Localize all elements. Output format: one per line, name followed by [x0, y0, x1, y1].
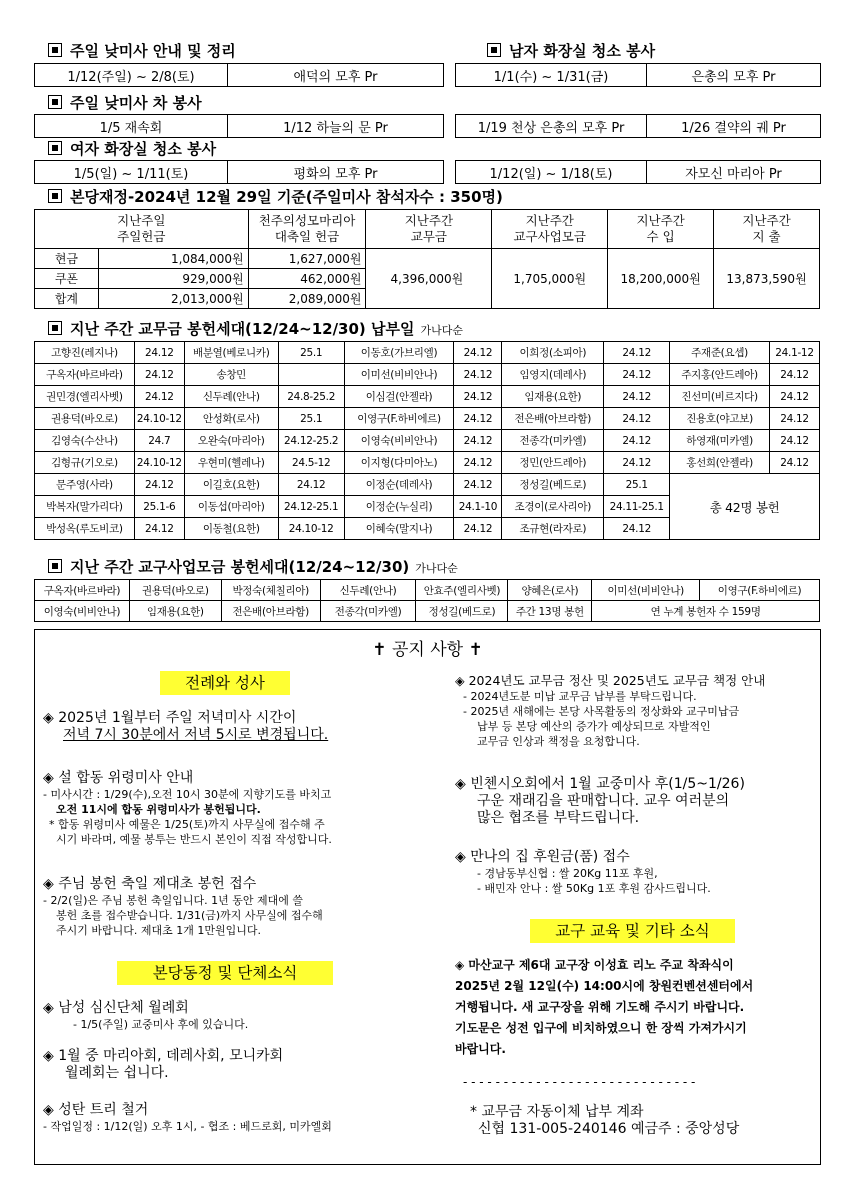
- donor-period: 24.10-12: [134, 452, 184, 474]
- square-bullet-icon: [48, 141, 62, 155]
- notice-line: 신협 131-005-240146 예금주 : 중앙성당: [478, 1121, 740, 1137]
- finance-header: 지난주간 교무금: [366, 210, 492, 249]
- donor-period: [278, 364, 344, 386]
- donor-period: 24.12: [604, 386, 670, 408]
- donor-period: 24.12: [454, 342, 502, 364]
- donor-period: 25.1: [278, 408, 344, 430]
- notice-line: 월례회는 쉽니다.: [65, 1065, 169, 1081]
- donor-name: 송창민: [184, 364, 278, 386]
- notice-item-monthly-meetings: [43, 1048, 443, 1082]
- table-row: [35, 580, 820, 601]
- donor-name: 주지홍(안드레아): [670, 364, 770, 386]
- donor-name: 박성옥(루도비코): [35, 518, 135, 540]
- donor-name: 전은배(아브라함): [502, 408, 604, 430]
- womens-group: 자모신 마리아 Pr: [685, 166, 782, 182]
- notice-item-tree: [43, 1102, 443, 1134]
- heading-parish-news: 본당동정 및 단체소식: [117, 961, 333, 985]
- donor-period: 24.12: [454, 386, 502, 408]
- diocese-donor: 안효주(엘리사벳): [416, 580, 508, 601]
- donor-period: 24.12: [769, 386, 819, 408]
- mens-group: 은총의 모후 Pr: [691, 69, 776, 85]
- notice-line: - 2025년 새해에는 본당 사목활동의 정상화와 교구미납금: [463, 705, 740, 718]
- finance-header: 천주의성모마리아 대축일 헌금: [248, 210, 366, 249]
- donor-name: 전종각(미카엘): [502, 430, 604, 452]
- table-row: [35, 386, 820, 408]
- donor-period: 24.12: [278, 474, 344, 496]
- notice-line: 바랍니다.: [455, 1042, 506, 1056]
- finance-header: 지난주간 지 출: [714, 210, 820, 249]
- donor-period: 24.12: [769, 408, 819, 430]
- divider: - - - - - - - - - - - - - - - - - - - - - - - - - - - - -: [463, 1075, 696, 1089]
- notice-line: 많은 협조를 부탁드립니다.: [477, 810, 640, 826]
- donor-period: 24.11-25.1: [604, 496, 670, 518]
- section-donors: [48, 318, 463, 339]
- donor-name: 이동철(요한): [184, 518, 278, 540]
- donor-name: 조경이(로사리아): [502, 496, 604, 518]
- donors-total: 총 42명 봉헌: [670, 474, 820, 540]
- notice-line: ◈ 마산교구 제6대 교구장 이성효 리노 주교 착좌식이: [455, 958, 734, 972]
- finance-row-label: 쿠폰: [35, 269, 99, 289]
- diocese-donor: 이영구(F.하비에르): [700, 580, 820, 601]
- diocese-table: [34, 579, 820, 622]
- donor-name: 이영구(F.하비에르): [344, 408, 454, 430]
- heading-liturgy: 전례와 성사: [160, 671, 290, 695]
- womens-group: 평화의 모후 Pr: [293, 166, 378, 182]
- donor-name: 이지형(다미아노): [344, 452, 454, 474]
- finance-income: 18,200,000원: [608, 249, 714, 309]
- diocese-donor: 정성길(베드로): [416, 601, 508, 622]
- donor-period: 24.1-10: [454, 496, 502, 518]
- finance-sunday: 1,084,000원: [98, 249, 248, 269]
- diocese-donor: 임재용(요한): [129, 601, 221, 622]
- diocese-donor: 이미선(비비안나): [592, 580, 700, 601]
- donor-period: 24.12-25.2: [278, 430, 344, 452]
- notice-box: [34, 629, 821, 1165]
- donor-period: 24.12: [454, 452, 502, 474]
- sort-note: 가나다순: [415, 562, 458, 575]
- diocese-donor: 신두례(안나): [320, 580, 416, 601]
- donor-period: 24.12: [604, 364, 670, 386]
- donor-period: 24.12: [604, 452, 670, 474]
- notice-line: 시기 바라며, 예물 봉투는 반드시 본인이 직접 작성합니다.: [56, 833, 332, 846]
- section-title: 본당재정-2024년 12월 29일 기준(주일미사 참석자수 : 350명): [70, 188, 503, 206]
- section-title: 남자 화장실 청소 봉사: [509, 42, 656, 60]
- sort-note: 가나다순: [420, 324, 463, 337]
- donor-name: 문주영(사라): [35, 474, 135, 496]
- mens-row: [455, 63, 821, 87]
- donor-name: 신두례(안나): [184, 386, 278, 408]
- square-bullet-icon: [48, 95, 62, 109]
- section-noon-mass-tea: [48, 92, 202, 113]
- guide-period: 1/12(주일) ~ 2/8(토): [35, 64, 228, 86]
- table-row: [35, 249, 820, 269]
- diocese-donor: 양혜은(로사): [508, 580, 592, 601]
- diocese-cumulative-total: 연 누계 봉헌자 수 159명: [592, 601, 820, 622]
- donor-period: 24.12: [769, 364, 819, 386]
- notice-line: 저녁 7시 30분에서 저녁 5시로 변경됩니다.: [63, 727, 329, 743]
- donor-period: 24.12: [454, 408, 502, 430]
- finance-feast: 2,089,000원: [248, 289, 366, 309]
- donor-period: 24.7: [134, 430, 184, 452]
- square-bullet-icon: [48, 43, 62, 57]
- finance-sunday: 929,000원: [98, 269, 248, 289]
- donor-name: 임영지(데레사): [502, 364, 604, 386]
- donor-period: 24.12-25.1: [278, 496, 344, 518]
- guide-group: 애덕의 모후 Pr: [293, 69, 378, 85]
- notice-line: - 배민자 안나 : 쌀 50Kg 1포 후원 감사드립니다.: [477, 882, 711, 895]
- donor-name: 구옥자(바르바라): [35, 364, 135, 386]
- donor-name: 권민경(엘리사벳): [35, 386, 135, 408]
- notice-item-dues: [455, 672, 819, 749]
- womens-row-2: [455, 160, 821, 184]
- donor-period: 24.12: [454, 430, 502, 452]
- square-bullet-icon: [487, 43, 501, 57]
- finance-header: 지난주간 수 입: [608, 210, 714, 249]
- notice-line: ◈ 2025년 1월부터 주일 저녁미사 시간이: [43, 710, 297, 726]
- notice-line: - 경남동부신협 : 쌀 20Kg 11포 후원,: [477, 867, 658, 880]
- donor-period: 25.1-6: [134, 496, 184, 518]
- notice-item-evening-mass: [43, 710, 443, 744]
- section-noon-mass-guide: [48, 40, 236, 61]
- donor-name: 이혜숙(말지나): [344, 518, 454, 540]
- tea-group: 1/26 결약의 궤 Pr: [681, 120, 786, 136]
- notice-line: ◈ 남성 심신단체 월례회: [43, 1000, 189, 1016]
- donors-table: [34, 341, 820, 540]
- donor-name: 하영재(미카엘): [670, 430, 770, 452]
- donor-period: 24.12: [454, 518, 502, 540]
- donor-period: 24.5-12: [278, 452, 344, 474]
- notice-item-bank: [470, 1104, 815, 1138]
- donor-period: 24.1-12: [769, 342, 819, 364]
- notice-line: 오전 11시에 합동 위령미사가 봉헌됩니다.: [56, 803, 261, 816]
- finance-table: [34, 209, 820, 309]
- diocese-donor: 전은배(아브라함): [221, 601, 320, 622]
- notice-line: * 합동 위령미사 예물은 1/25(토)까지 사무실에 접수해 주: [49, 818, 325, 831]
- donor-period: 24.12: [134, 342, 184, 364]
- notice-line: ◈ 설 합동 위령미사 안내: [43, 770, 194, 786]
- notice-item-mens-group: [43, 1000, 443, 1032]
- diocese-donor: 박정숙(체칠리아): [221, 580, 320, 601]
- finance-header: 지난주일 주일헌금: [35, 210, 249, 249]
- donor-period: 24.12: [604, 342, 670, 364]
- donor-period: 24.12: [604, 518, 670, 540]
- donor-period: 24.12: [604, 430, 670, 452]
- donor-period: 24.12: [454, 474, 502, 496]
- square-bullet-icon: [48, 321, 62, 335]
- donor-period: 24.12: [134, 518, 184, 540]
- section-title: 지난 주간 교무금 봉헌세대(12/24~12/30) 납부일: [70, 320, 415, 338]
- finance-sunday: 2,013,000원: [98, 289, 248, 309]
- donor-period: 25.1: [278, 342, 344, 364]
- notice-line: 교무금 인상과 책정을 요청합니다.: [477, 735, 640, 748]
- donor-period: 24.12: [769, 452, 819, 474]
- donor-period: 24.12: [134, 364, 184, 386]
- section-title: 여자 화장실 청소 봉사: [70, 140, 217, 158]
- donor-name: 김영숙(수산나): [35, 430, 135, 452]
- donor-name: 고향진(레지나): [35, 342, 135, 364]
- notice-line: 봉헌 초를 접수받습니다. 1/31(금)까지 사무실에 접수해: [56, 909, 323, 922]
- notice-item-manna: [455, 849, 819, 896]
- donor-name: 정민(안드레아): [502, 452, 604, 474]
- notice-line: 기도문은 성전 입구에 비치하였으니 한 장씩 가져가시기: [455, 1021, 747, 1035]
- donor-period: 24.12: [604, 408, 670, 430]
- notice-item-memorial-mass: [43, 770, 443, 847]
- finance-dues: 4,396,000원: [366, 249, 492, 309]
- tea-date: 1/19 천상 은총의 모후 Pr: [456, 115, 647, 137]
- tea-date: 1/5 재속회: [35, 115, 228, 137]
- donor-name: 박복자(말가리다): [35, 496, 135, 518]
- donor-name: 이희정(소피아): [502, 342, 604, 364]
- donor-name: 이동섭(마리아): [184, 496, 278, 518]
- notice-line: 납부 등 본당 예산의 증가가 예상되므로 자발적인: [477, 720, 711, 733]
- finance-expense: 13,873,590원: [714, 249, 820, 309]
- donor-name: 임재용(요한): [502, 386, 604, 408]
- notice-line: - 2/2(일)은 주님 봉헌 축일입니다. 1년 동안 제대에 쓸: [43, 894, 303, 907]
- diocese-donor: 이영숙(비비안나): [35, 601, 130, 622]
- table-row: [35, 430, 820, 452]
- finance-row-label: 합계: [35, 289, 99, 309]
- section-title: 주일 낮미사 차 봉사: [70, 94, 202, 112]
- guide-row: [34, 63, 444, 87]
- tea-group: 1/12 하늘의 문 Pr: [283, 120, 388, 136]
- tea-row-2: [455, 114, 821, 138]
- finance-feast: 462,000원: [248, 269, 366, 289]
- table-row: [35, 601, 820, 622]
- finance-row-label: 현금: [35, 249, 99, 269]
- donor-name: 조규현(라자로): [502, 518, 604, 540]
- notice-item-candles: [43, 876, 443, 938]
- tea-row-1: [34, 114, 444, 138]
- diocese-donor: 전종각(미카엘): [320, 601, 416, 622]
- finance-feast: 1,627,000원: [248, 249, 366, 269]
- notice-line: ◈ 성탄 트리 철거: [43, 1102, 149, 1118]
- donor-name: 이동호(가브리엘): [344, 342, 454, 364]
- donor-name: 이정순(누실리): [344, 496, 454, 518]
- donor-name: 이정순(데레사): [344, 474, 454, 496]
- square-bullet-icon: [48, 559, 62, 573]
- section-title: 지난 주간 교구사업모금 봉헌세대(12/24~12/30): [70, 558, 410, 576]
- finance-diocese: 1,705,000원: [492, 249, 608, 309]
- donor-name: 오완숙(마리아): [184, 430, 278, 452]
- section-mens-restroom: [487, 40, 655, 61]
- donor-name: 배분열(베로니카): [184, 342, 278, 364]
- notice-line: - 2024년도분 미납 교무금 납부를 부탁드립니다.: [463, 690, 697, 703]
- notice-line: ◈ 주님 봉헌 축일 제대초 봉헌 접수: [43, 876, 257, 892]
- diocese-donor: 구옥자(바르바라): [35, 580, 130, 601]
- donor-name: 이심걸(안젤라): [344, 386, 454, 408]
- diocese-donor: 권용덕(바오로): [129, 580, 221, 601]
- donor-name: 이길호(요한): [184, 474, 278, 496]
- notice-line: 주시기 바랍니다. 제대초 1개 1만원입니다.: [56, 924, 261, 937]
- table-row: [35, 474, 820, 496]
- womens-row-1: [34, 160, 444, 184]
- heading-diocese-news: 교구 교육 및 기타 소식: [530, 919, 735, 943]
- donor-name: 김형규(기오로): [35, 452, 135, 474]
- notice-line: - 1/5(주일) 교중미사 후에 있습니다.: [73, 1018, 249, 1031]
- donor-period: 24.12: [134, 386, 184, 408]
- donor-period: 24.8-25.2: [278, 386, 344, 408]
- section-title: 주일 낮미사 안내 및 정리: [70, 42, 236, 60]
- donor-name: 주재준(요셉): [670, 342, 770, 364]
- donor-name: 홍선희(안젤라): [670, 452, 770, 474]
- table-row: [35, 364, 820, 386]
- donor-period: 24.10-12: [278, 518, 344, 540]
- donor-name: 이영숙(비비안나): [344, 430, 454, 452]
- donor-name: 진선미(비르지다): [670, 386, 770, 408]
- notice-line: 구운 재래김을 판매합니다. 교우 여러분의: [477, 793, 730, 809]
- notice-line: ◈ 1월 중 마리아회, 데레사회, 모니카회: [43, 1048, 284, 1064]
- notice-title: ✝ 공지 사항 ✝: [372, 640, 483, 660]
- donor-period: 25.1: [604, 474, 670, 496]
- table-row: [35, 452, 820, 474]
- square-bullet-icon: [48, 189, 62, 203]
- table-row: [35, 342, 820, 364]
- section-finance: [48, 186, 503, 207]
- womens-period: 1/12(일) ~ 1/18(토): [456, 161, 647, 183]
- donor-period: 24.12: [134, 474, 184, 496]
- donor-period: 24.12: [769, 430, 819, 452]
- table-row: [35, 408, 820, 430]
- notice-line: ◈ 만나의 집 후원금(품) 접수: [455, 849, 630, 865]
- notice-line: 2025년 2월 12일(수) 14:00시에 창원컨벤션센터에서: [455, 979, 754, 993]
- donor-name: 우현미(헬레나): [184, 452, 278, 474]
- notice-item-vincent: [455, 776, 819, 827]
- finance-header: 지난주간 교구사업모금: [492, 210, 608, 249]
- notice-line: ◈ 빈첸시오회에서 1월 교중미사 후(1/5~1/26): [455, 776, 745, 792]
- donor-name: 정성길(베드로): [502, 474, 604, 496]
- notice-line: ◈ 2024년도 교무금 정산 및 2025년도 교무금 책정 안내: [455, 673, 766, 688]
- mens-period: 1/1(수) ~ 1/31(금): [456, 64, 647, 86]
- donor-period: 24.10-12: [134, 408, 184, 430]
- section-womens-restroom: [48, 138, 216, 159]
- womens-period: 1/5(일) ~ 1/11(토): [35, 161, 228, 183]
- diocese-weekly-total: 주간 13명 봉헌: [508, 601, 592, 622]
- donor-name: 권용덕(바오로): [35, 408, 135, 430]
- notice-item-bishop: [455, 955, 819, 1060]
- section-diocese: [48, 556, 458, 577]
- notice-line: * 교무금 자동이체 납부 계좌: [470, 1104, 644, 1120]
- notice-line: - 미사시간 : 1/29(수),오전 10시 30분에 지향기도를 바치고: [43, 788, 332, 801]
- notice-line: - 작업일정 : 1/12(일) 오후 1시, - 협조 : 베드로회, 미카엘회: [43, 1120, 332, 1133]
- donor-name: 이미선(비비안나): [344, 364, 454, 386]
- notice-line: 거행됩니다. 새 교구장을 위해 기도해 주시기 바랍니다.: [455, 1000, 745, 1014]
- donor-period: 24.12: [454, 364, 502, 386]
- donor-name: 안성화(로사): [184, 408, 278, 430]
- donor-name: 진용호(야고보): [670, 408, 770, 430]
